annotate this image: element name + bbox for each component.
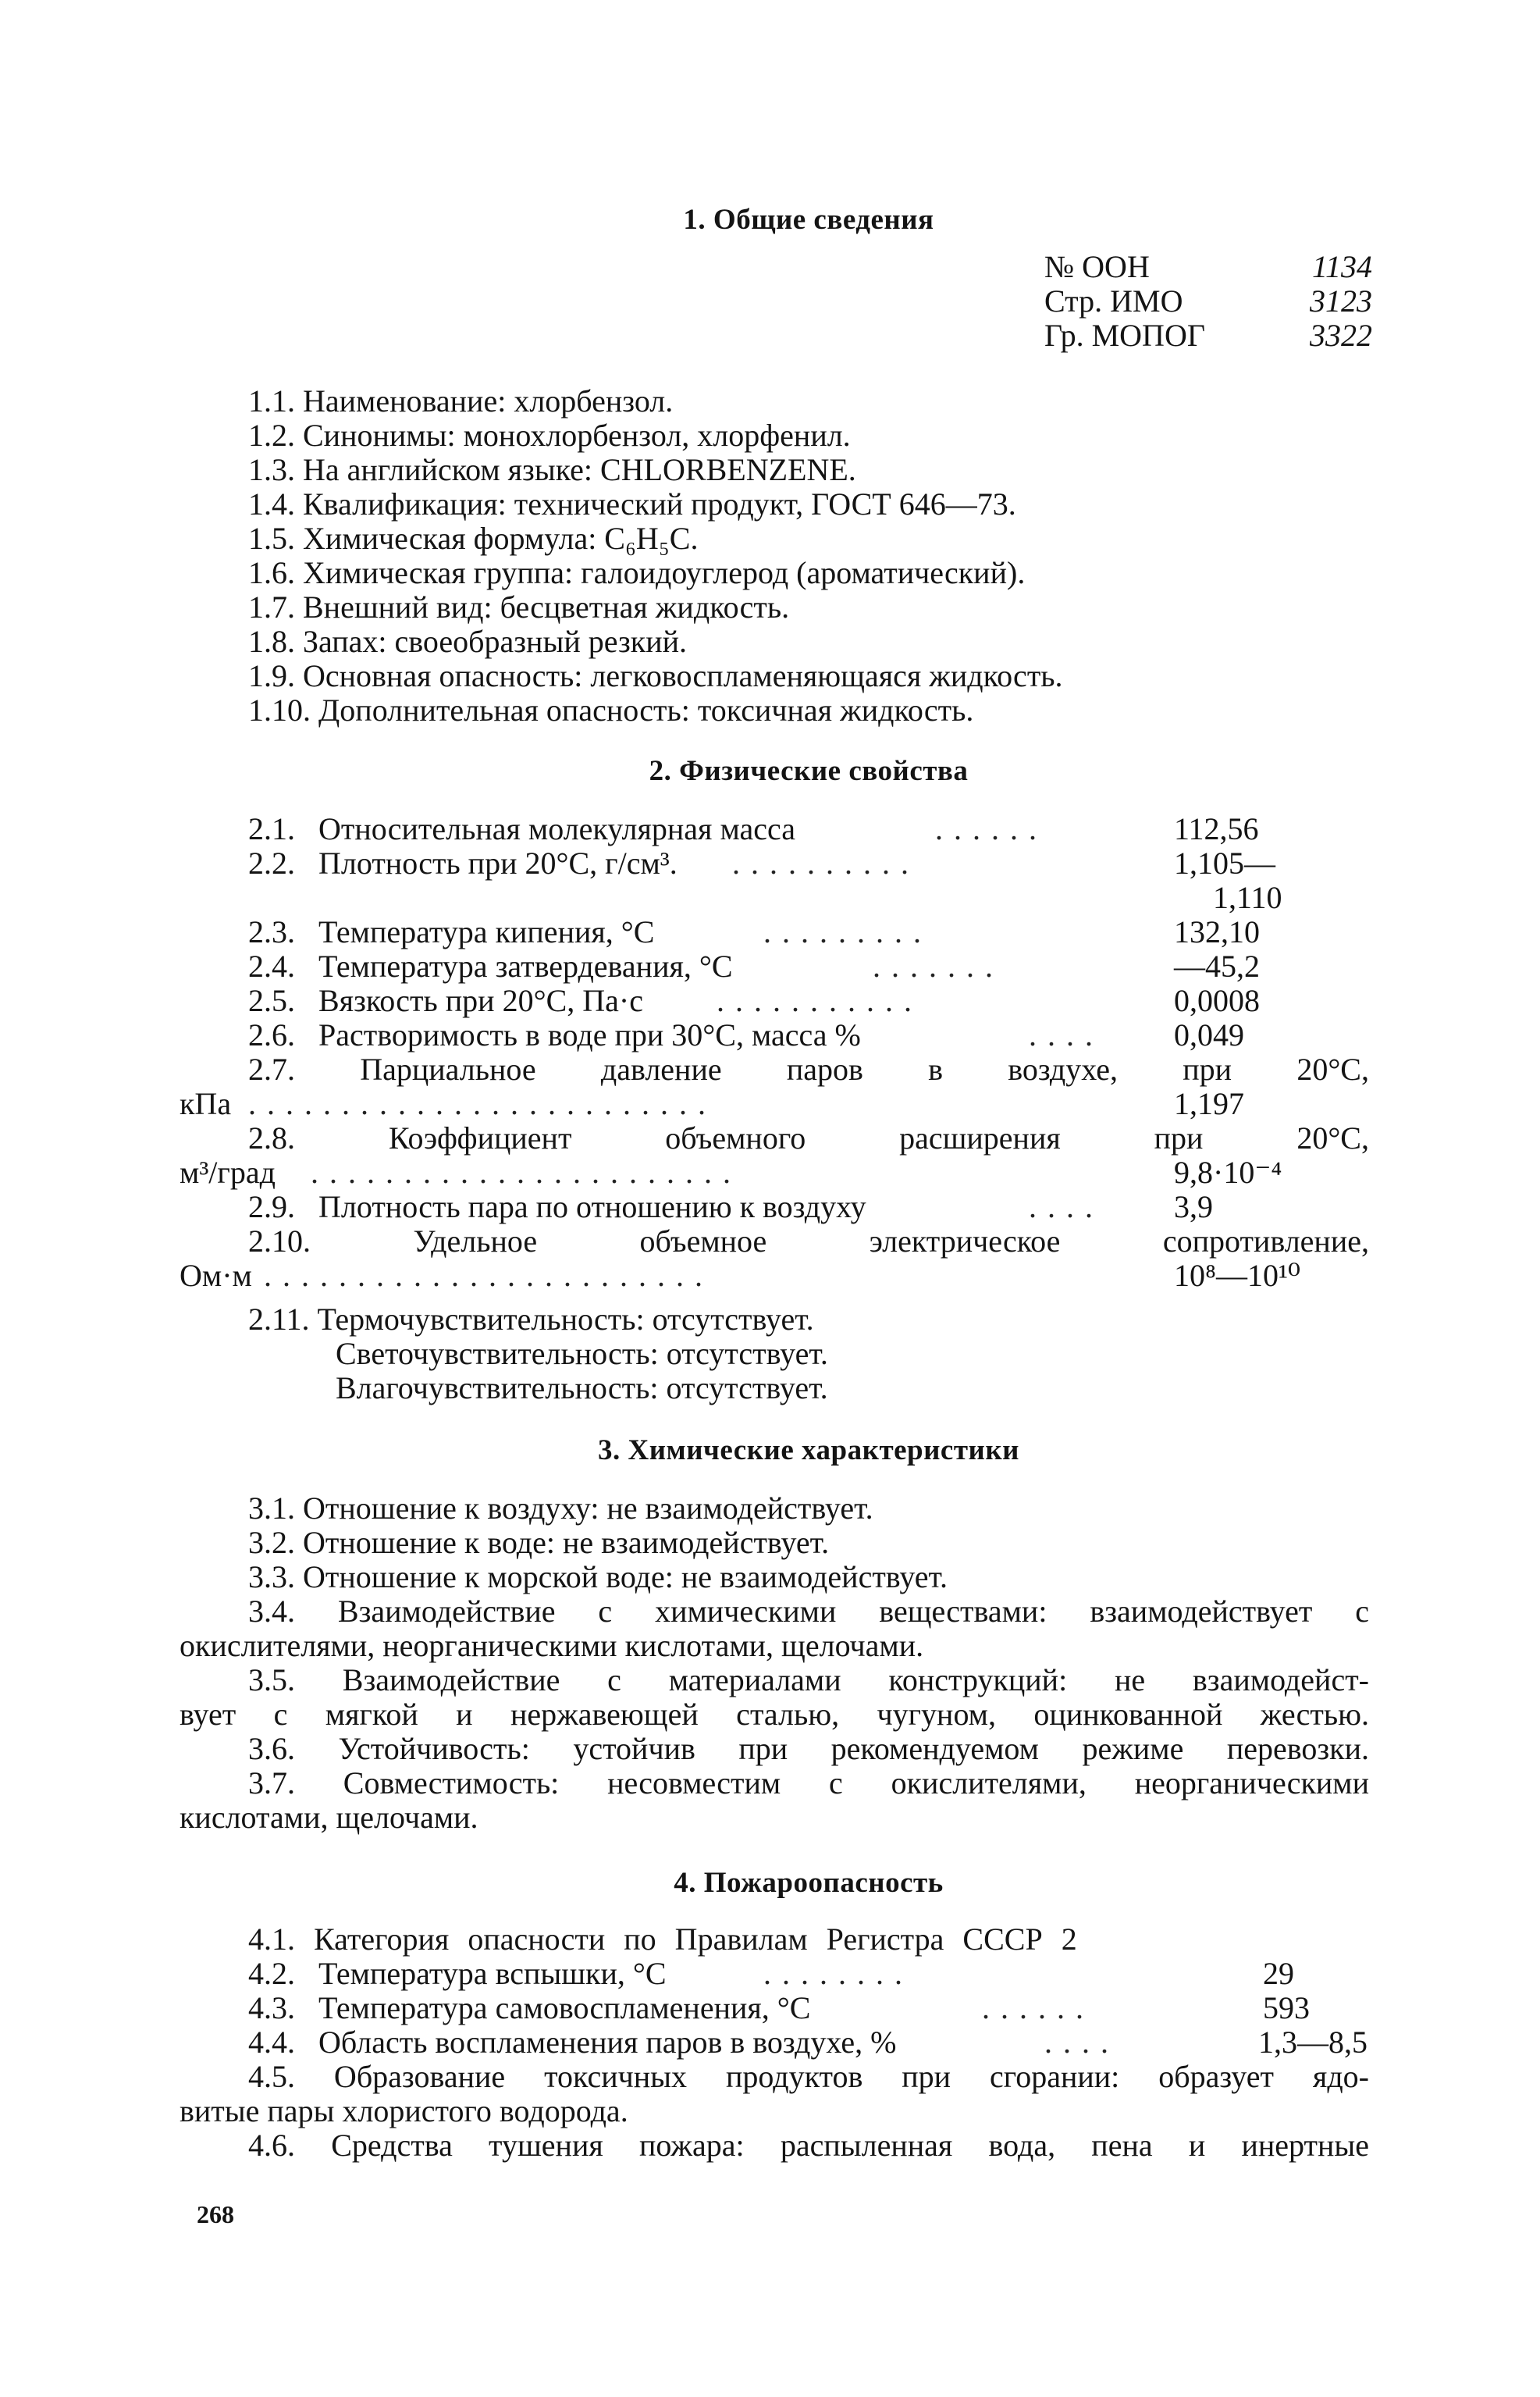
property-2-1: 2.1. Относительная молекулярная масса ...... 112,56 xyxy=(248,811,1259,846)
item-4-5-cont: витые пары хлористого водорода. xyxy=(180,2093,628,2128)
property-label: Относительная молекулярная масса xyxy=(318,811,795,846)
property-2-11: 2.11. Термочувствительность: отсутствует. xyxy=(248,1302,814,1337)
item-3-2: 3.2. Отношение к воде: не взаимодействует. xyxy=(248,1525,830,1560)
code-label: Стр. ИМО xyxy=(1044,283,1183,319)
property-2-10: Ом·м ........................ 10⁸—10¹⁰ xyxy=(180,1258,1300,1293)
item-number: 2.5. xyxy=(248,983,295,1018)
item-3-4-cont: окислителями, неорганическими кислотами, щелочами. xyxy=(180,1628,924,1663)
item-number: 4.2. xyxy=(248,1956,295,1991)
property-value: —45,2 xyxy=(1174,949,1260,984)
item-number: 2.3. xyxy=(248,914,295,949)
item-1-9: 1.9. Основная опасность: легковоспламеняющаяся жидкость. xyxy=(248,658,1063,693)
item-1-8: 1.8. Запах: своеобразный резкий. xyxy=(248,624,688,659)
item-1-4: 1.4. Квалификация: технический продукт, ГОСТ 646—73. xyxy=(248,486,1016,522)
property-value: 132,10 xyxy=(1174,914,1260,949)
property-2-4: 2.4. Температура затвердевания, °С ....... —45,2 xyxy=(248,949,1260,984)
property-label: Температура вспышки, °С xyxy=(318,1956,667,1991)
item-3-5: 3.5. Взаимодействие с материалами конструкций: не взаимодейст- xyxy=(248,1662,1369,1697)
identification-codes xyxy=(1044,250,1372,353)
property-2-3: 2.3. Температура кипения, °С ......... 132,10 xyxy=(248,914,1260,949)
code-row-mopog xyxy=(1044,319,1372,353)
item-4-6: 4.6. Средства тушения пожара: распыленная вода, пена и инертные xyxy=(248,2128,1369,2163)
property-value: 1,105— xyxy=(1174,846,1275,881)
property-2-2-cont xyxy=(248,881,1369,915)
code-row-un xyxy=(1044,250,1372,284)
property-2-2: 2.2. Плотность при 20°С, г/см³. .......... 1,105— xyxy=(248,846,1275,881)
item-4-1: 4.1. Категория опасности по Правилам Регистра СССР 2 xyxy=(248,1922,1077,1957)
item-number: 2.1. xyxy=(248,811,295,846)
property-2-8-line1: 2.8. Коэффициент объемного расширения при 20°С, xyxy=(248,1120,1369,1156)
property-value: 3,9 xyxy=(1174,1189,1213,1224)
code-value: 3123 xyxy=(1310,283,1372,319)
item-1-3: 1.3. На английском языке: CHLORBENZENE. xyxy=(248,452,856,487)
property-label: Температура кипения, °С xyxy=(318,914,655,949)
code-value: 1134 xyxy=(1311,249,1372,284)
item-number: 2.4. xyxy=(248,949,295,984)
item-1-1: 1.1. Наименование: хлорбензол. xyxy=(248,383,674,418)
property-2-6: 2.6. Растворимость в воде при 30°С, масса % .... 0,049 xyxy=(248,1017,1244,1052)
section-heading-chemical: 3. Химические характеристики xyxy=(598,1434,1019,1466)
property-4-4: 4.4. Область воспламенения паров в воздухе, % .... 1,3—8,5 xyxy=(248,2025,1368,2060)
property-label: Температура самовоспламенения, °С xyxy=(318,1990,811,2025)
item-3-3: 3.3. Отношение к морской воде: не взаимодействует. xyxy=(248,1559,948,1594)
item-number: 2.2. xyxy=(248,846,295,881)
property-4-3: 4.3. Температура самовоспламенения, °С ...... 593 xyxy=(248,1990,1310,2025)
property-2-10-line1: 2.10. Удельное объемное электрическое сопротивление, xyxy=(248,1223,1369,1259)
item-3-1: 3.1. Отношение к воздуху: не взаимодействует. xyxy=(248,1491,873,1526)
section-heading-general: 1. Общие сведения xyxy=(683,204,934,236)
property-label: Плотность пара по отношению к воздуху xyxy=(318,1189,866,1224)
property-value: 29 xyxy=(1263,1956,1294,1991)
property-value: 0,0008 xyxy=(1174,983,1260,1018)
property-2-11-light: Светочувствительность: отсутствует. xyxy=(336,1336,828,1371)
property-unit: м³/град xyxy=(180,1155,276,1190)
property-value: 593 xyxy=(1263,1990,1310,2025)
item-3-7: 3.7. Совместимость: несовместим с окислителями, неорганическими xyxy=(248,1765,1369,1800)
code-value: 3322 xyxy=(1310,318,1372,353)
item-number: 2.6. xyxy=(248,1017,295,1052)
property-value: 1,110 xyxy=(1213,880,1282,915)
property-value: 0,049 xyxy=(1174,1017,1244,1052)
item-1-10: 1.10. Дополнительная опасность: токсичная жидкость. xyxy=(248,693,974,728)
item-1-7: 1.7. Внешний вид: бесцветная жидкость. xyxy=(248,589,790,625)
property-2-9: 2.9. Плотность пара по отношению к воздуху .... 3,9 xyxy=(248,1189,1213,1224)
code-label: Гр. МОПОГ xyxy=(1044,318,1205,353)
item-4-5: 4.5. Образование токсичных продуктов при сгорании: образует ядо- xyxy=(248,2059,1369,2094)
property-unit: Ом·м xyxy=(180,1258,252,1293)
section-heading-physical: 2. Физические свойства xyxy=(649,755,969,787)
code-label: № ООН xyxy=(1044,249,1150,284)
property-label: Вязкость при 20°С, Па·с xyxy=(318,983,643,1018)
property-label: Область воспламенения паров в воздухе, % xyxy=(318,2025,897,2060)
item-3-6: 3.6. Устойчивость: устойчив при рекомендуемом режиме перевозки. xyxy=(248,1731,1369,1766)
property-value: 112,56 xyxy=(1174,811,1259,846)
item-1-5: 1.5. Химическая формула: C₆H₅C. xyxy=(248,521,699,556)
item-3-5-cont: вует с мягкой и нержавеющей сталью, чугуном, оцинкованной жестью. xyxy=(180,1697,1369,1732)
item-number: 2.9. xyxy=(248,1189,295,1224)
property-2-8: м³/град ....................... 9,8·10⁻⁴ xyxy=(180,1155,1282,1190)
property-2-5: 2.5. Вязкость при 20°С, Па·с ........... 0,0008 xyxy=(248,983,1260,1018)
page-number: 268 xyxy=(197,2200,234,2228)
item-3-7-cont: кислотами, щелочами. xyxy=(180,1800,478,1835)
property-value: 1,3—8,5 xyxy=(1258,2025,1368,2060)
property-value: 1,197 xyxy=(1174,1086,1244,1121)
item-1-2: 1.2. Синонимы: монохлорбензол, хлорфенил. xyxy=(248,418,851,453)
property-value: 9,8·10⁻⁴ xyxy=(1174,1155,1282,1190)
item-number: 4.3. xyxy=(248,1990,295,2025)
code-row-imo xyxy=(1044,284,1372,319)
item-3-4: 3.4. Взаимодействие с химическими веществами: взаимодействует с xyxy=(248,1594,1369,1629)
property-2-7: кПа ......................... 1,197 xyxy=(180,1086,1244,1121)
property-4-2: 4.2. Температура вспышки, °С ........ 29 xyxy=(248,1956,1294,1991)
item-number: 4.4. xyxy=(248,2025,295,2060)
property-unit: кПа xyxy=(180,1086,232,1121)
property-label: Плотность при 20°С, г/см³. xyxy=(318,846,678,881)
property-value: 10⁸—10¹⁰ xyxy=(1174,1258,1300,1293)
property-2-11-moisture: Влагочувствительность: отсутствует. xyxy=(336,1370,828,1405)
property-label: Температура затвердевания, °С xyxy=(318,949,733,984)
section-heading-fire: 4. Пожароопасность xyxy=(674,1867,944,1899)
property-2-7-line1: 2.7. Парциальное давление паров в воздухе, при 20°С, xyxy=(248,1052,1369,1087)
item-1-6: 1.6. Химическая группа: галоидоуглерод (ароматический). xyxy=(248,555,1026,590)
property-label: Растворимость в воде при 30°С, масса % xyxy=(318,1017,861,1052)
